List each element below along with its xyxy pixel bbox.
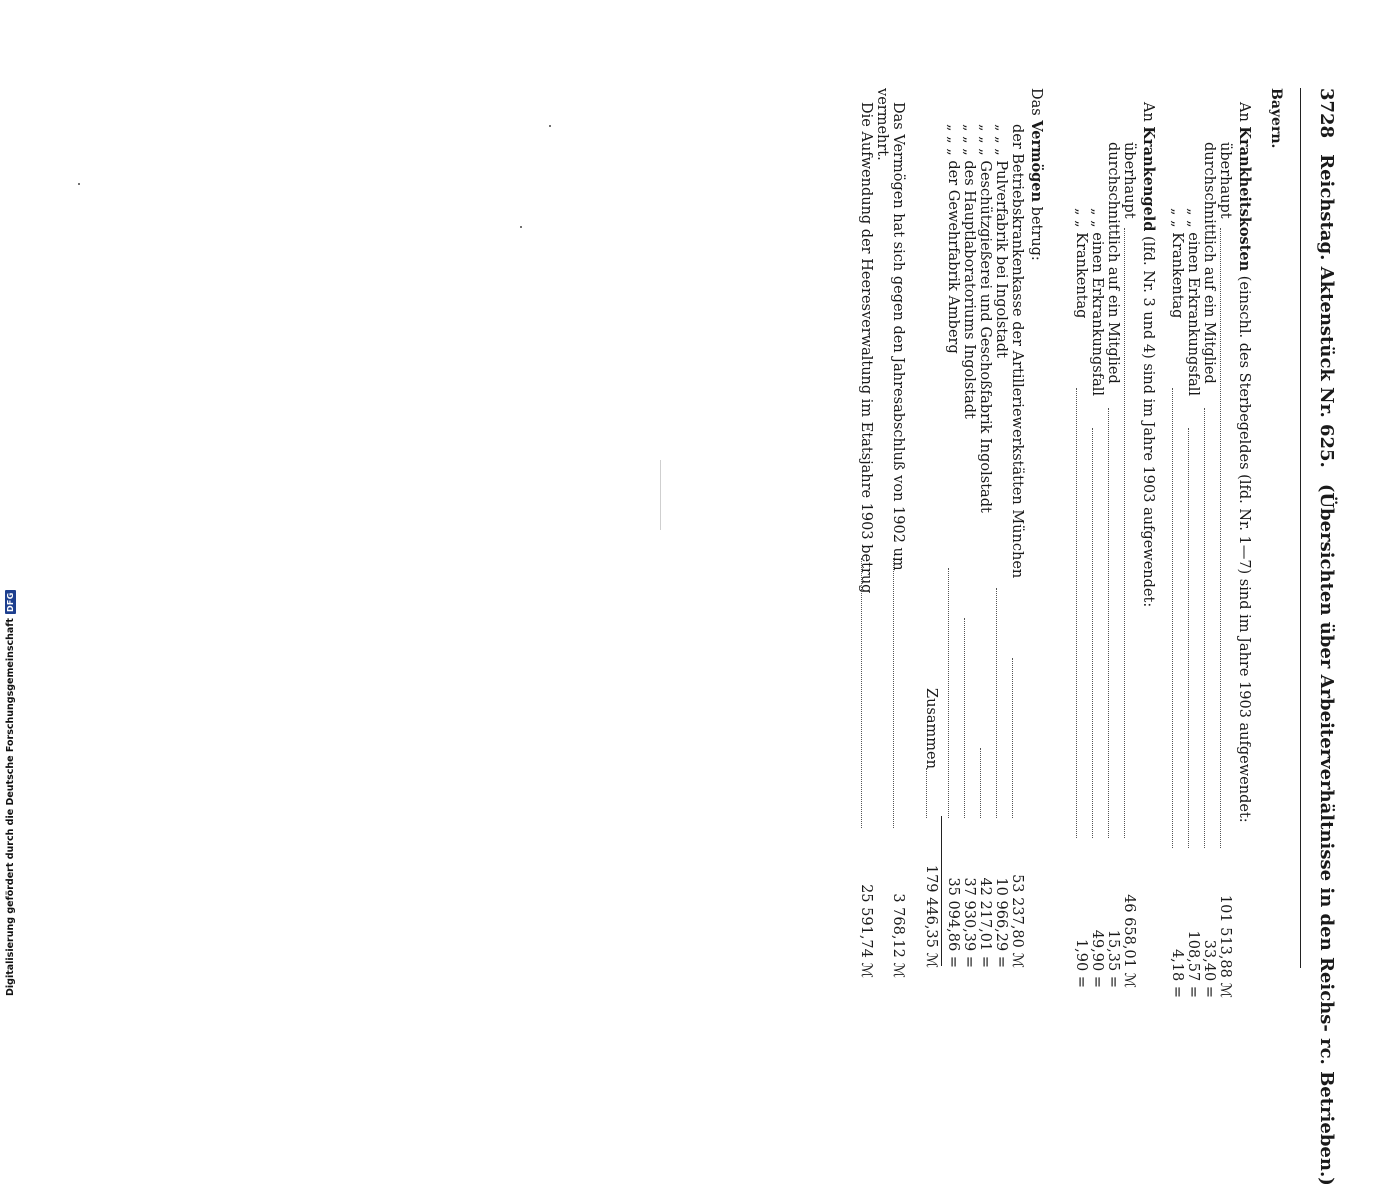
vermoegen-row-value: 37 930,39 = bbox=[961, 877, 977, 968]
leader-dots bbox=[1172, 388, 1173, 848]
intro-word: An bbox=[1236, 102, 1252, 122]
intro-text: (lfd. Nr. 3 und 4) sind im Jahre 1903 aufgewendet: bbox=[1140, 236, 1156, 608]
krankheitskosten-intro bbox=[1237, 102, 1252, 823]
krankheitskosten-row-value: 33,40 = bbox=[1201, 939, 1217, 998]
total-rule bbox=[941, 816, 942, 966]
vermoegen-row-label: „ „ „ der Gewehrfabrik Amberg bbox=[945, 124, 961, 354]
intro-text: (einschl. des Sterbegeldes (lfd. Nr. 1—7) sind im Jahre 1903 aufgewendet: bbox=[1236, 275, 1252, 823]
vermoegen-row-label: „ „ „ Geschützgießerei und Geschoßfabrik Ingolstadt bbox=[977, 124, 993, 513]
leader-dots bbox=[1204, 408, 1205, 848]
digitization-credit-text: Digitalisierung gefördert durch die Deutsche Forschungsgemeinschaft bbox=[5, 618, 16, 996]
leader-dots bbox=[926, 768, 927, 818]
krankheitskosten-row-label: „ „ Krankentag bbox=[1169, 208, 1185, 319]
leader-dots bbox=[1188, 428, 1189, 848]
page-number: 3728 bbox=[1316, 88, 1337, 139]
vermoegen-intro bbox=[1029, 88, 1044, 261]
leader-dots bbox=[964, 618, 965, 818]
krankengeld-row-value: 49,90 = bbox=[1089, 929, 1105, 988]
increase-value: 3 768,12 ℳ bbox=[890, 893, 906, 978]
krankengeld-intro bbox=[1141, 102, 1156, 607]
intro-text: betrug: bbox=[1028, 206, 1044, 261]
expense-value: 25 591,74 ℳ bbox=[858, 884, 874, 978]
vermoegen-row-value: 53 237,80 ℳ bbox=[1009, 874, 1025, 968]
leader-dots bbox=[996, 588, 997, 818]
vermoegen-row-label: „ „ „ des Hauptlaboratoriums Ingolstadt bbox=[961, 124, 977, 419]
krankheitskosten-row-value: 4,18 = bbox=[1169, 948, 1185, 998]
krankengeld-row-label: „ „ einen Erkrankungsfall bbox=[1089, 208, 1105, 397]
page-subtitle: (Übersichten über Arbeiterverhältnisse in den Reichs- rc. Betrieben.) bbox=[1316, 483, 1337, 1186]
total-value: 179 446,35 ℳ bbox=[923, 864, 939, 968]
vermoegen-row-label: der Betriebskrankenkasse der Artilleriewerkstätten München bbox=[1009, 124, 1025, 579]
leader-dots bbox=[893, 558, 894, 828]
leader-dots bbox=[1108, 408, 1109, 838]
krankengeld-row-value: 15,35 = bbox=[1105, 929, 1121, 988]
krankengeld-heading: Krankengeld bbox=[1140, 126, 1157, 232]
intro-word: An bbox=[1140, 102, 1156, 122]
krankheitskosten-row-label: „ „ einen Erkrankungsfall bbox=[1185, 208, 1201, 397]
vermoegen-row-value: 10 966,29 = bbox=[993, 877, 1009, 968]
krankheitskosten-row-label: durchschnittlich auf ein Mitglied bbox=[1201, 142, 1217, 384]
leader-dots bbox=[1124, 228, 1125, 838]
krankengeld-row-label: überhaupt bbox=[1121, 142, 1137, 219]
page-header bbox=[1316, 88, 1337, 1186]
krankengeld-row-value: 46 658,01 ℳ bbox=[1121, 894, 1137, 988]
vermoegen-row-value: 42 217,01 = bbox=[977, 877, 993, 968]
vermoegen-heading: Vermögen bbox=[1028, 120, 1045, 203]
increase-statement: Das Vermögen hat sich gegen den Jahresabschluß von 1902 um bbox=[890, 102, 906, 571]
krankheitskosten-row-label: überhaupt bbox=[1217, 142, 1233, 219]
krankheitskosten-row-value: 101 513,88 ℳ bbox=[1217, 894, 1233, 998]
leader-dots bbox=[980, 748, 981, 818]
expense-statement: Die Aufwendung der Heeresverwaltung im Etatsjahre 1903 betrug bbox=[858, 102, 874, 594]
leader-dots bbox=[948, 568, 949, 818]
digitization-credit bbox=[5, 592, 16, 996]
krankheitskosten-heading: Krankheitskosten bbox=[1236, 126, 1253, 272]
total-label: Zusammen bbox=[923, 688, 939, 769]
document-page bbox=[45, 88, 1337, 1186]
krankengeld-row-label: durchschnittlich auf ein Mitglied bbox=[1105, 142, 1121, 384]
header-rule bbox=[1300, 88, 1301, 968]
page-title: Reichstag. Aktenstück Nr. 625. bbox=[1316, 154, 1337, 468]
intro-word: Das bbox=[1028, 88, 1044, 116]
region-heading: Bayern. bbox=[1268, 88, 1284, 149]
krankengeld-row-value: 1,90 = bbox=[1073, 938, 1089, 988]
krankheitskosten-row-value: 108,57 = bbox=[1185, 930, 1201, 998]
leader-dots bbox=[861, 558, 862, 828]
vermoegen-row-value: 35 094,86 = bbox=[945, 877, 961, 968]
vermoegen-row-label: „ „ „ Pulverfabrik bei Ingolstadt bbox=[993, 124, 1009, 358]
increase-word: vermehrt. bbox=[874, 88, 890, 161]
leader-dots bbox=[1076, 388, 1077, 838]
leader-dots bbox=[1012, 658, 1013, 818]
leader-dots bbox=[1092, 428, 1093, 838]
leader-dots bbox=[1220, 228, 1221, 848]
dfg-logo: DFG bbox=[6, 592, 15, 613]
krankengeld-row-label: „ „ Krankentag bbox=[1073, 208, 1089, 319]
